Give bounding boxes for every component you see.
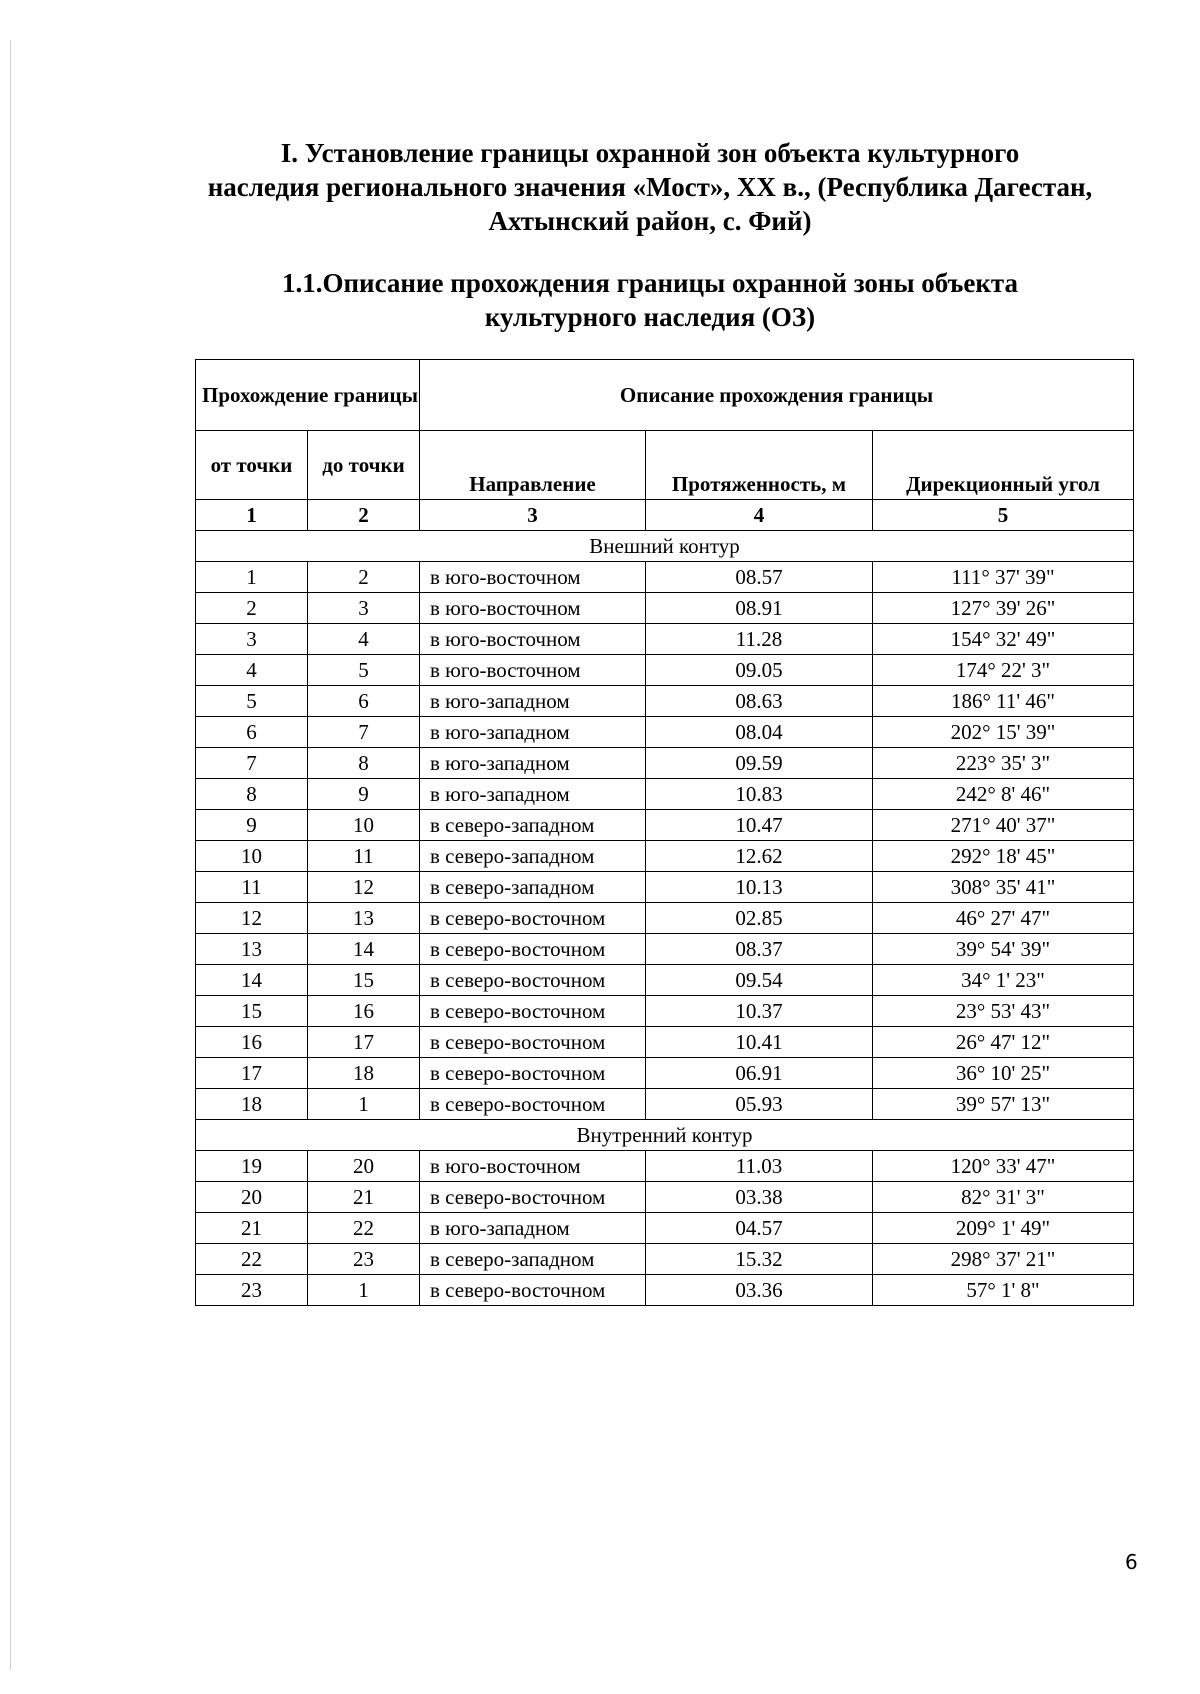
from-point-cell: 3 <box>196 624 308 655</box>
direction-cell: в северо-западном <box>420 872 646 903</box>
angle-cell: 242° 8' 46" <box>873 779 1134 810</box>
from-point-cell: 13 <box>196 934 308 965</box>
angle-cell: 39° 57' 13" <box>873 1089 1134 1120</box>
direction-cell: в северо-восточном <box>420 1058 646 1089</box>
column-number: 3 <box>420 500 646 531</box>
from-point-cell: 21 <box>196 1213 308 1244</box>
to-point-cell: 18 <box>308 1058 420 1089</box>
angle-cell: 127° 39' 26" <box>873 593 1134 624</box>
angle-cell: 298° 37' 21" <box>873 1244 1134 1275</box>
table-row <box>196 841 1134 872</box>
table-row <box>196 965 1134 996</box>
table-row <box>196 1089 1134 1120</box>
to-point-cell: 5 <box>308 655 420 686</box>
angle-cell: 209° 1' 49" <box>873 1213 1134 1244</box>
direction-cell: в северо-восточном <box>420 903 646 934</box>
length-cell: 10.41 <box>646 1027 873 1058</box>
to-point-cell: 4 <box>308 624 420 655</box>
direction-cell: в юго-восточном <box>420 655 646 686</box>
direction-cell: в юго-западном <box>420 717 646 748</box>
angle-cell: 46° 27' 47" <box>873 903 1134 934</box>
angle-cell: 34° 1' 23" <box>873 965 1134 996</box>
angle-cell: 82° 31' 3" <box>873 1182 1134 1213</box>
length-cell: 05.93 <box>646 1089 873 1120</box>
length-cell: 02.85 <box>646 903 873 934</box>
length-cell: 04.57 <box>646 1213 873 1244</box>
from-point-cell: 17 <box>196 1058 308 1089</box>
from-point-cell: 14 <box>196 965 308 996</box>
column-number: 5 <box>873 500 1134 531</box>
page-number: 6 <box>1125 1550 1138 1574</box>
table-row <box>196 903 1134 934</box>
length-cell: 08.91 <box>646 593 873 624</box>
direction-cell: в северо-западном <box>420 1244 646 1275</box>
angle-cell: 223° 35' 3" <box>873 748 1134 779</box>
to-point-cell: 11 <box>308 841 420 872</box>
column-number: 4 <box>646 500 873 531</box>
from-point-cell: 11 <box>196 872 308 903</box>
length-cell: 08.63 <box>646 686 873 717</box>
direction-cell: в северо-восточном <box>420 1182 646 1213</box>
length-cell: 11.28 <box>646 624 873 655</box>
from-point-cell: 15 <box>196 996 308 1027</box>
table-row <box>196 624 1134 655</box>
direction-cell: в северо-восточном <box>420 934 646 965</box>
table-row <box>196 593 1134 624</box>
length-cell: 10.37 <box>646 996 873 1027</box>
table-row <box>196 872 1134 903</box>
to-point-cell: 15 <box>308 965 420 996</box>
direction-cell: в юго-восточном <box>420 1151 646 1182</box>
from-point-cell: 19 <box>196 1151 308 1182</box>
to-point-cell: 1 <box>308 1089 420 1120</box>
direction-cell: в северо-западном <box>420 810 646 841</box>
to-point-cell: 20 <box>308 1151 420 1182</box>
to-point-cell: 1 <box>308 1275 420 1306</box>
header-from-point: от точки <box>196 431 308 500</box>
angle-cell: 26° 47' 12" <box>873 1027 1134 1058</box>
length-cell: 15.32 <box>646 1244 873 1275</box>
title-line-3: Ахтынский район, с. Фий) <box>488 206 812 236</box>
angle-cell: 308° 35' 41" <box>873 872 1134 903</box>
header-description: Описание прохождения границы <box>420 360 1134 431</box>
from-point-cell: 1 <box>196 562 308 593</box>
from-point-cell: 8 <box>196 779 308 810</box>
table-row <box>196 1151 1134 1182</box>
header-to-point: до точки <box>308 431 420 500</box>
table-row <box>196 655 1134 686</box>
from-point-cell: 18 <box>196 1089 308 1120</box>
from-point-cell: 7 <box>196 748 308 779</box>
column-number: 2 <box>308 500 420 531</box>
angle-cell: 111° 37' 39" <box>873 562 1134 593</box>
table-header <box>196 360 1134 531</box>
direction-cell: в северо-западном <box>420 841 646 872</box>
table-row <box>196 686 1134 717</box>
document-title <box>180 136 1120 238</box>
length-cell: 09.59 <box>646 748 873 779</box>
angle-cell: 174° 22' 3" <box>873 655 1134 686</box>
to-point-cell: 16 <box>308 996 420 1027</box>
section-title: Внешний контур <box>196 531 1134 562</box>
direction-cell: в юго-западном <box>420 686 646 717</box>
from-point-cell: 16 <box>196 1027 308 1058</box>
length-cell: 08.57 <box>646 562 873 593</box>
header-direction: Направление <box>420 431 646 500</box>
angle-cell: 292° 18' 45" <box>873 841 1134 872</box>
angle-cell: 271° 40' 37" <box>873 810 1134 841</box>
angle-cell: 202° 15' 39" <box>873 717 1134 748</box>
length-cell: 10.47 <box>646 810 873 841</box>
direction-cell: в юго-западном <box>420 779 646 810</box>
length-cell: 12.62 <box>646 841 873 872</box>
to-point-cell: 7 <box>308 717 420 748</box>
to-point-cell: 12 <box>308 872 420 903</box>
table-body <box>196 531 1134 1306</box>
table-row <box>196 1182 1134 1213</box>
angle-cell: 39° 54' 39" <box>873 934 1134 965</box>
from-point-cell: 5 <box>196 686 308 717</box>
title-line-2: наследия регионального значения «Мост», XX в., (Республика Дагестан, <box>207 172 1093 202</box>
section-heading <box>180 266 1120 334</box>
direction-cell: в северо-восточном <box>420 965 646 996</box>
to-point-cell: 3 <box>308 593 420 624</box>
direction-cell: в северо-восточном <box>420 996 646 1027</box>
to-point-cell: 6 <box>308 686 420 717</box>
from-point-cell: 23 <box>196 1275 308 1306</box>
from-point-cell: 6 <box>196 717 308 748</box>
section-heading-line-2: культурного наследия (ОЗ) <box>484 302 816 332</box>
section-title: Внутренний контур <box>196 1120 1134 1151</box>
to-point-cell: 10 <box>308 810 420 841</box>
section-row <box>196 531 1134 562</box>
header-length: Протяженность, м <box>646 431 873 500</box>
to-point-cell: 17 <box>308 1027 420 1058</box>
from-point-cell: 22 <box>196 1244 308 1275</box>
length-cell: 10.13 <box>646 872 873 903</box>
column-number-row <box>196 500 1134 531</box>
from-point-cell: 12 <box>196 903 308 934</box>
column-number: 1 <box>196 500 308 531</box>
table-row <box>196 1244 1134 1275</box>
direction-cell: в юго-восточном <box>420 562 646 593</box>
direction-cell: в северо-восточном <box>420 1027 646 1058</box>
table-row <box>196 779 1134 810</box>
angle-cell: 23° 53' 43" <box>873 996 1134 1027</box>
to-point-cell: 13 <box>308 903 420 934</box>
to-point-cell: 8 <box>308 748 420 779</box>
section-heading-line-1: 1.1.Описание прохождения границы охранной зоны объекта <box>282 268 1018 298</box>
boundary-table <box>195 359 1134 1306</box>
from-point-cell: 10 <box>196 841 308 872</box>
length-cell: 10.83 <box>646 779 873 810</box>
direction-cell: в юго-восточном <box>420 624 646 655</box>
from-point-cell: 9 <box>196 810 308 841</box>
length-cell: 11.03 <box>646 1151 873 1182</box>
length-cell: 06.91 <box>646 1058 873 1089</box>
angle-cell: 120° 33' 47" <box>873 1151 1134 1182</box>
table-row <box>196 1027 1134 1058</box>
title-line-1: I. Установление границы охранной зон объекта культурного <box>280 138 1020 168</box>
direction-cell: в юго-восточном <box>420 593 646 624</box>
from-point-cell: 2 <box>196 593 308 624</box>
table-row <box>196 810 1134 841</box>
direction-cell: в северо-восточном <box>420 1275 646 1306</box>
to-point-cell: 14 <box>308 934 420 965</box>
table-row <box>196 562 1134 593</box>
from-point-cell: 20 <box>196 1182 308 1213</box>
table-row <box>196 748 1134 779</box>
to-point-cell: 21 <box>308 1182 420 1213</box>
to-point-cell: 23 <box>308 1244 420 1275</box>
section-row <box>196 1120 1134 1151</box>
direction-cell: в юго-западном <box>420 748 646 779</box>
table-row <box>196 1058 1134 1089</box>
table-row <box>196 1275 1134 1306</box>
angle-cell: 186° 11' 46" <box>873 686 1134 717</box>
angle-cell: 36° 10' 25" <box>873 1058 1134 1089</box>
length-cell: 09.54 <box>646 965 873 996</box>
table-row <box>196 996 1134 1027</box>
scan-edge-line <box>10 40 11 1670</box>
to-point-cell: 22 <box>308 1213 420 1244</box>
length-cell: 08.37 <box>646 934 873 965</box>
length-cell: 03.36 <box>646 1275 873 1306</box>
angle-cell: 57° 1' 8" <box>873 1275 1134 1306</box>
header-angle: Дирекционный угол <box>873 431 1134 500</box>
to-point-cell: 9 <box>308 779 420 810</box>
direction-cell: в северо-восточном <box>420 1089 646 1120</box>
angle-cell: 154° 32' 49" <box>873 624 1134 655</box>
from-point-cell: 4 <box>196 655 308 686</box>
direction-cell: в юго-западном <box>420 1213 646 1244</box>
length-cell: 09.05 <box>646 655 873 686</box>
length-cell: 08.04 <box>646 717 873 748</box>
length-cell: 03.38 <box>646 1182 873 1213</box>
table-row <box>196 1213 1134 1244</box>
table-row <box>196 934 1134 965</box>
to-point-cell: 2 <box>308 562 420 593</box>
header-passage: Прохождение границы <box>196 360 420 431</box>
table-row <box>196 717 1134 748</box>
